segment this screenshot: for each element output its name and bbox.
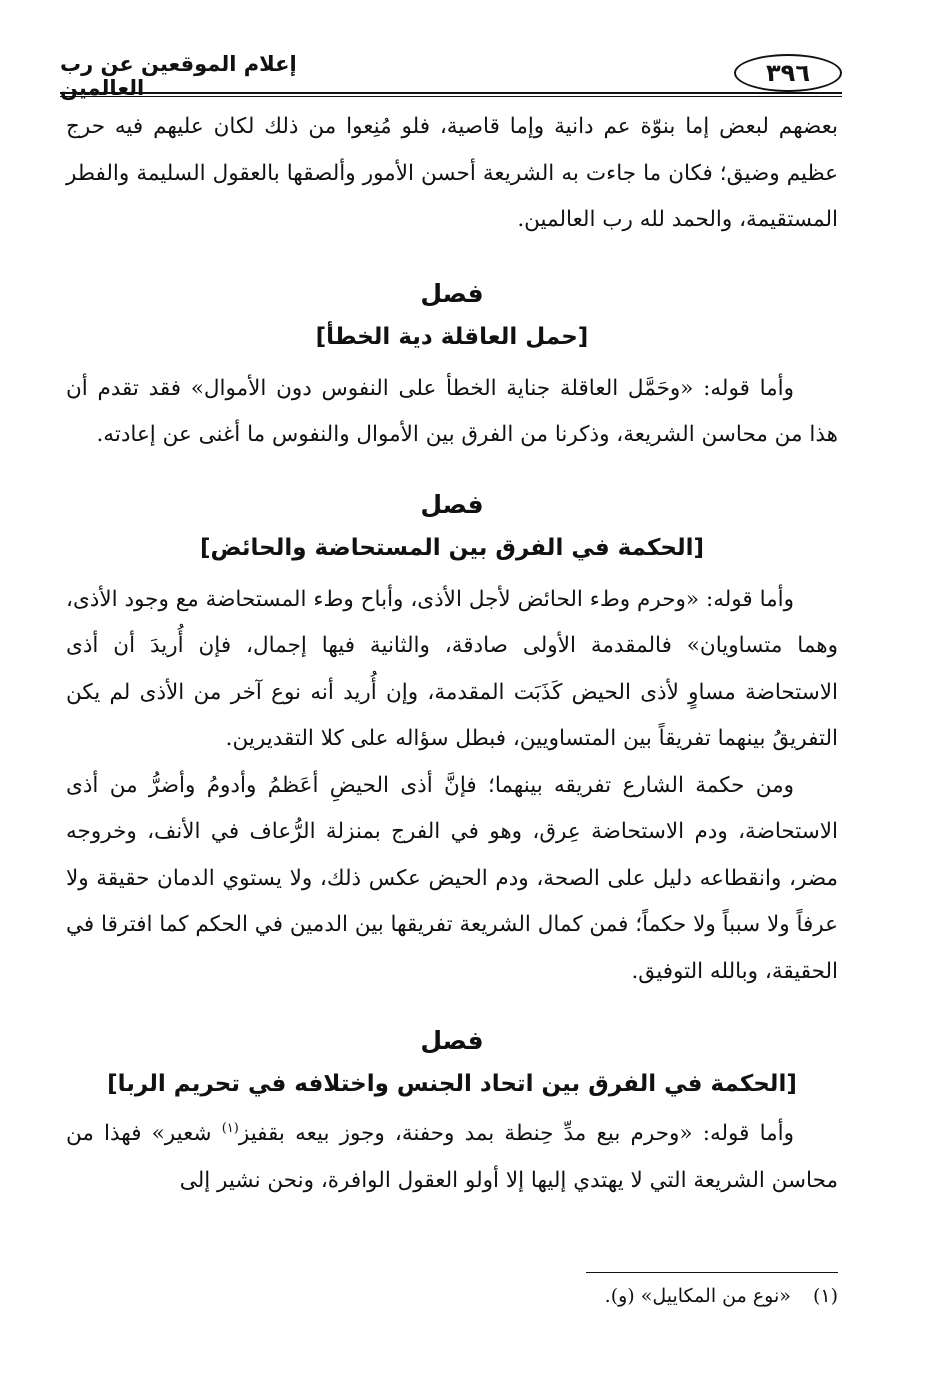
section-label: فصل (420, 489, 484, 519)
section-title: [الحكمة في الفرق بين اتحاد الجنس واختلافه في تحريم الربا] (107, 1071, 797, 1097)
page-body (66, 104, 838, 1204)
footnote-separator (586, 1272, 838, 1273)
section-title: [الحكمة في الفرق بين المستحاضة والحائض] (199, 534, 705, 561)
paragraph: وأما قوله: «وحرم وطء الحائض لأجل الأذى، وأباح وطء المستحاضة مع وجود الأذى، وهما متساويان» فالمقدمة الأولى صادقة، والثانية فيها إجمال، فإن أُريدَ أن أذى الاستحاضة مساوٍ لأذى الحيض كَذَبَت المقدمة، وإن أُريد أنه نوع آخر من الأذى لم يكن التفريقُ بينهما تفريقاً بين المتساويين، فبطل سؤاله على كلا التقديرين. (66, 586, 838, 751)
book-title: إعلام الموقعين عن رب العالمين (60, 52, 297, 100)
paragraph: ومن حكمة الشارع تفريقه بينهما؛ فإنَّ أذى الحيضِ أعَظمُ وأدومُ وأضرُّ من أذى الاستحاضة، ودم الاستحاضة عِرق، وهو في الفرج بمنزلة الرُّعاف في الأنف، وخروجه مضر، وانقطاعه دليل على الصحة، ودم الحيض عكس ذلك، ولا يستوي الدمان حقيقة ولا عرفاً ولا سبباً ولا حكماً؛ فمن كمال الشريعة تفريقها بين الدمين في الحكم كما افترقا في الحقيقة، وبالله التوفيق. (66, 772, 838, 984)
intro-paragraph: بعضهم لبعض إما بنوّة عم دانية وإما قاصية، فلو مُنِعوا من ذلك لكان عليهم فيه حرج عظيم وضيق؛ فكان ما جاءت به الشريعة أحسن الأمور وألصقها بالعقول السليمة والفطر المستقيمة، والحمد لله رب العالمين. (66, 114, 838, 232)
footnote-marker[interactable]: (١) (221, 1120, 239, 1136)
paragraph: وأما قوله: «وحَمَّل العاقلة جناية الخطأ على النفوس دون الأموال» فقد تقدم أن هذا من محاسن الشريعة، وذكرنا من الفرق بين الأموال والنفوس ما أغنى عن إعادته. (66, 375, 838, 447)
page-number: ٣٩٦ (766, 59, 810, 87)
paragraph (66, 1111, 838, 1204)
page-header (60, 46, 842, 98)
section-label: فصل (420, 278, 484, 308)
footnote-text: «نوع من المكاييل» (و). (604, 1285, 791, 1307)
footnote (138, 1285, 838, 1307)
paragraph-text: وأما قوله: «وحرم بيع مدِّ حِنطة بمد وحفنة، وجوز بيعه بقفيز (238, 1121, 794, 1146)
section-label: فصل (420, 1026, 484, 1055)
footnote-number: (١) (812, 1285, 838, 1307)
section-title: [حمل العاقلة دية الخطأ] (315, 323, 589, 350)
paragraph-text: شعير» فهذا من محاسن الشريعة التي لا يهتدي إليها إلا أولو العقول الوافرة، ونحن نشير إلى (66, 1121, 838, 1193)
page-number-badge (734, 54, 842, 92)
